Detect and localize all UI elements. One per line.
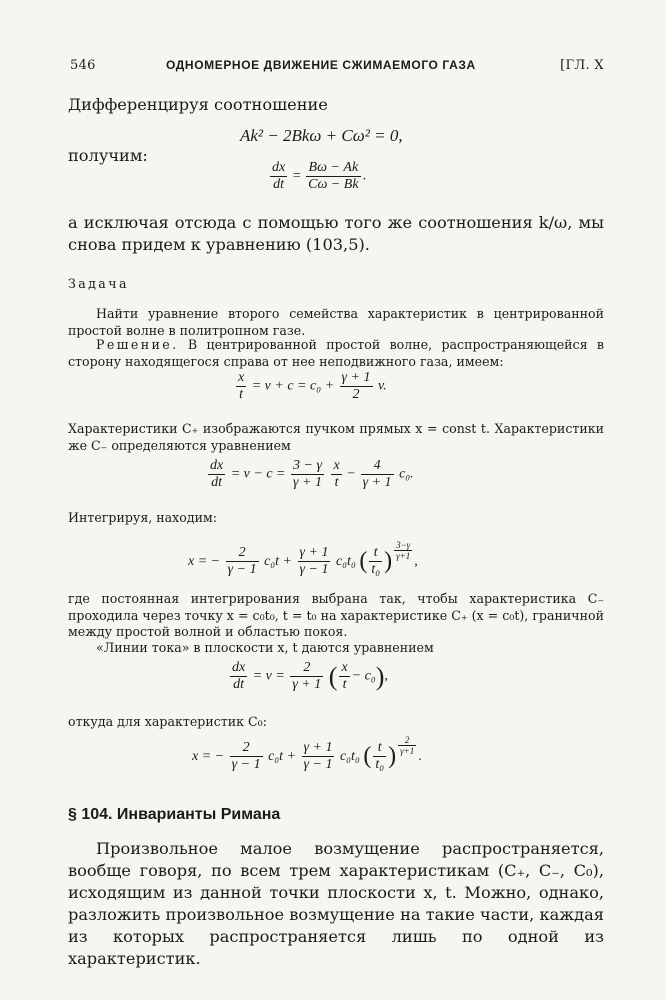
whence-label: откуда для характеристик C₀: bbox=[68, 714, 267, 729]
eq5-f3-num: t bbox=[369, 545, 382, 562]
eq2-lhs-den: dt bbox=[273, 177, 285, 192]
equation-5: x = − $\frac{2}{\gamma - 1}$ c₀t + $\frac{\gamma + 1}{\gamma - 1}$ c₀t₀ ( $\frac{t}{\text{t₀}}$ ) $^{\frac{3-\gamma}{\gamma+1}}$ , bbox=[188, 540, 418, 578]
eq4-tail: c₀. bbox=[399, 466, 414, 482]
eq3-mid: = v + c = c₀ + bbox=[251, 378, 335, 394]
streamlines-paragraph: «Линии тока» в плоскости x, t даются уравнением bbox=[96, 640, 434, 655]
chapter-label: [ГЛ. X bbox=[560, 58, 604, 73]
task-heading: Задача bbox=[68, 276, 129, 291]
eq2-lhs-num: dx bbox=[272, 160, 286, 175]
section-title: § 104. Инварианты Римана bbox=[68, 806, 281, 823]
eq2-rhs-den: Cω − Bk bbox=[308, 177, 359, 192]
eq7-t2: c₀t₀ bbox=[339, 748, 360, 764]
equation-1: Ak² − 2Bkω + Cω² = 0, bbox=[240, 126, 403, 145]
eq5-t1: c₀t + bbox=[264, 553, 292, 569]
eq4-f3-den: γ + 1 bbox=[362, 475, 392, 490]
eq4-lhs-num: dx bbox=[210, 458, 224, 473]
task-text: Найти уравнение второго семейства характеристик в центрированной простой волне в политропном газе. bbox=[68, 306, 604, 338]
eq6-f2-den: t bbox=[342, 677, 347, 692]
eq6-f2-num: x bbox=[341, 660, 348, 675]
eq7-f3-den: t₀ bbox=[375, 757, 385, 773]
eq6-inner: − c₀ bbox=[351, 668, 376, 684]
eq4-mid: = v − c = bbox=[230, 466, 286, 482]
eq7-t1: c₀t + bbox=[268, 748, 296, 764]
eq7-exp-den: γ+1 bbox=[400, 746, 415, 756]
eq5-exp-num: 3−γ bbox=[396, 540, 411, 550]
eq6-mid: = v = bbox=[252, 668, 285, 684]
eq4-f2-den: t bbox=[334, 475, 339, 490]
solution-text: В центрированной простой волне, распространяющейся в сторону находящегося справа от нее неподвижного газа, имеем: bbox=[68, 337, 604, 369]
eq7-f2-den: γ − 1 bbox=[303, 757, 333, 773]
equation-6: $\frac{dx}{dt}$ = v = $\frac{2}{\gamma + 1}$ ( $\frac{x}{t}$ − c₀), bbox=[232, 660, 388, 692]
eq6-f1-num: 2 bbox=[290, 660, 323, 677]
eq4-f3-num: 4 bbox=[361, 458, 394, 475]
eq5-f1-num: 2 bbox=[226, 545, 259, 562]
eq3-lhs-den: t bbox=[239, 387, 244, 402]
running-title: ОДНОМЕРНОЕ ДВИЖЕНИЕ СЖИМАЕМОГО ГАЗА bbox=[166, 58, 476, 72]
intro-line: Дифференцируя соотношение bbox=[68, 95, 328, 114]
eq5-t2: c₀t₀ bbox=[335, 553, 356, 569]
equation-2: $\frac{dx}{dt}$ = $\frac{B\omega - Ak}{C\omega - Bk}$ . bbox=[272, 160, 367, 192]
eq7-f1-den: γ − 1 bbox=[231, 757, 261, 773]
solution-label: Решение. bbox=[96, 337, 179, 352]
eq4-f1-den: γ + 1 bbox=[293, 475, 322, 490]
page-number: 546 bbox=[70, 58, 96, 73]
eq4-f2-num: x bbox=[333, 458, 340, 473]
eq5-f3-den: t₀ bbox=[371, 562, 381, 578]
eq4-lhs-den: dt bbox=[211, 475, 223, 490]
section-paragraph: Произвольное малое возмущение распространяется, вообще говоря, по всем трем характеристикам (C₊, C₋, C₀), исходящим из данной точки плоскости x, t. Можно, однако, разложить произвольное возмущение на такие части, каждая из которых распространяется лишь по одной из характеристик. bbox=[68, 839, 604, 968]
characteristics-paragraph: Характеристики C₊ изображаются пучком прямых x = const t. Характеристики же C₋ определяются уравнением bbox=[68, 421, 604, 453]
eq3-frac-den: 2 bbox=[352, 387, 360, 402]
eq4-f1-num: 3 − γ bbox=[293, 458, 322, 473]
eq7-f2-num: γ + 1 bbox=[303, 740, 333, 756]
equation-4: $\frac{dx}{dt}$ = v − c = $\frac{3 - \gamma}{\gamma + 1}$ $\frac{x}{t}$ − $\frac{4}{\gamma + 1}$ c₀. bbox=[210, 458, 414, 490]
eq7-exp-num: 2 bbox=[398, 735, 416, 746]
eq5-exp-den: γ+1 bbox=[396, 551, 411, 561]
eq5-f2-den: γ − 1 bbox=[299, 562, 329, 578]
equation-3 bbox=[234, 370, 387, 403]
eq7-f1-num: 2 bbox=[230, 740, 263, 757]
eq5-lead: x = − bbox=[188, 553, 221, 569]
eq5-f1-den: γ − 1 bbox=[227, 562, 257, 578]
eq2-rhs-num: Bω − Ak bbox=[306, 160, 360, 177]
eq6-lhs-den: dt bbox=[233, 677, 245, 692]
eq5-f2-num: γ + 1 bbox=[299, 545, 329, 561]
excluding-paragraph: а исключая отсюда с помощью того же соотношения k/ω, мы снова придем к уравнению (103,5). bbox=[68, 213, 604, 254]
getting-label: получим: bbox=[68, 146, 148, 165]
integrating-label: Интегрируя, находим: bbox=[68, 510, 218, 525]
eq6-f1-den: γ + 1 bbox=[292, 677, 322, 692]
eq3-frac-num: γ + 1 bbox=[341, 370, 371, 385]
equation-7: x = − $\frac{2}{\gamma - 1}$ c₀t + $\frac{\gamma + 1}{\gamma - 1}$ c₀t₀ ( $\frac{t}{\text{t₀}}$ ) $^{\frac{2}{\gamma+1}}$ . bbox=[192, 735, 422, 773]
solution-paragraph bbox=[68, 337, 604, 370]
eq3-tail: v. bbox=[378, 378, 387, 394]
eq7-f3-num: t bbox=[373, 740, 386, 757]
eq7-lead: x = − bbox=[192, 748, 225, 764]
eq3-lhs-num: x bbox=[238, 370, 245, 385]
constant-paragraph: где постоянная интегрирования выбрана так, чтобы характеристика C₋ проходила через точку x = c₀t₀, t = t₀ на характеристике C₊ (x = c₀t), граничной между простой волной и областью покоя. bbox=[68, 591, 604, 639]
eq6-lhs-num: dx bbox=[232, 660, 246, 675]
